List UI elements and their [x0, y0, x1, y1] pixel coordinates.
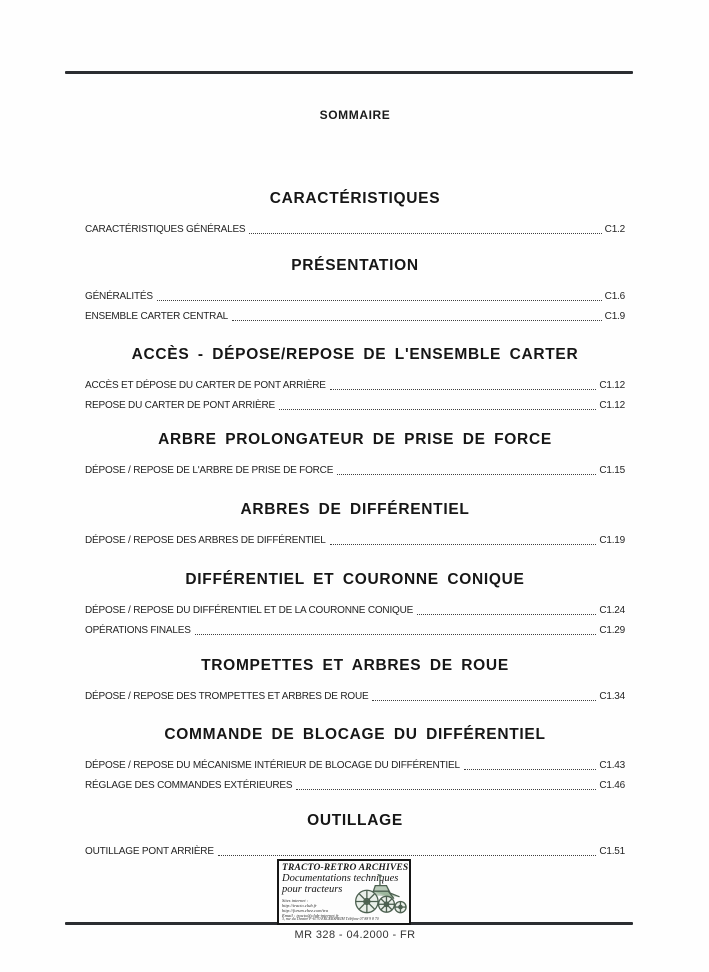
- stamp-small-text: Email : tracto@club-internet.fr: [282, 913, 339, 918]
- toc-entry: [85, 776, 625, 796]
- entry-page-number: C1.9: [604, 310, 625, 322]
- toc-section-commande-blocage: [85, 725, 625, 795]
- top-rule: [65, 71, 633, 74]
- section-heading: ARBRE PROLONGATEUR DE PRISE DE FORCE: [158, 431, 552, 448]
- entry-page-number: C1.12: [599, 399, 625, 411]
- toc-entry: [85, 396, 625, 416]
- entry-page-number: C1.34: [599, 691, 625, 702]
- section-heading: OUTILLAGE: [307, 812, 403, 829]
- toc-entry: [85, 601, 625, 621]
- entry-label: ACCÈS ET DÉPOSE DU CARTER DE PONT ARRIÈRE: [85, 380, 326, 391]
- toc-section-acces-depose-repose: [85, 345, 625, 415]
- entry-page-number: C1.12: [599, 380, 625, 391]
- stamp-small-text: http://forum.chez.com/tra: [282, 908, 328, 913]
- toc-section-arbre-prolongateur: [85, 430, 625, 481]
- document-reference: MR 328 - 04.2000 - FR: [294, 929, 416, 941]
- toc-entry: [85, 621, 625, 641]
- entry-page-number: C1.24: [599, 605, 625, 616]
- toc-entry: [85, 220, 625, 240]
- dot-leader: [464, 756, 596, 770]
- entry-page-number: C1.43: [599, 760, 625, 771]
- toc-section-caracteristiques: [85, 189, 625, 240]
- entry-label: CARACTÉRISTIQUES GÉNÉRALES: [85, 224, 246, 235]
- dot-leader: [417, 601, 596, 615]
- entry-label: OPÉRATIONS FINALES: [85, 624, 191, 636]
- entry-page-number: C1.19: [599, 535, 625, 546]
- dot-leader: [330, 531, 597, 545]
- toc-entry: [85, 287, 625, 307]
- toc-entry: [85, 531, 625, 551]
- stamp-address-line: 3, rue du Theatre F-6770 ERGERSHEIM Téléfone 07 88 9 8 70: [282, 917, 379, 921]
- dot-leader: [372, 687, 596, 701]
- entry-page-number: C1.2: [604, 224, 625, 235]
- dot-leader: [249, 220, 601, 234]
- entry-label: GÉNÉRALITÉS: [85, 291, 153, 302]
- toc-entry: [85, 307, 625, 327]
- section-heading: DIFFÉRENTIEL ET COURONNE CONIQUE: [185, 571, 525, 588]
- toc-section-outillage: [85, 811, 625, 862]
- section-heading: ACCÈS - DÉPOSE/REPOSE DE L'ENSEMBLE CARTER: [131, 346, 579, 363]
- toc-entry: [85, 461, 625, 481]
- dot-leader: [337, 461, 596, 475]
- toc-entry: [85, 376, 625, 396]
- entry-label: ENSEMBLE CARTER CENTRAL: [85, 310, 229, 322]
- toc-section-trompettes: [85, 656, 625, 707]
- entry-page-number: C1.29: [599, 624, 625, 636]
- entry-label: DÉPOSE / REPOSE DES ARBRES DE DIFFÉRENTIEL: [85, 535, 326, 546]
- entry-label: DÉPOSE / REPOSE DE L'ARBRE DE PRISE DE FORCE: [85, 465, 334, 476]
- stamp-subtitle: Documentations techniques: [282, 873, 399, 884]
- section-heading: COMMANDE DE BLOCAGE DU DIFFÉRENTIEL: [164, 726, 546, 743]
- dot-leader: [330, 376, 597, 390]
- dot-leader: [279, 396, 596, 410]
- entry-label: DÉPOSE / REPOSE DU MÉCANISME INTÉRIEUR DE BLOCAGE DU DIFFÉRENTIEL: [85, 760, 460, 771]
- page-title: SOMMAIRE: [319, 108, 391, 122]
- toc-section-differentiel-couronne: [85, 570, 625, 640]
- dot-leader: [296, 776, 596, 790]
- stamp-small-text: Sites internet :: [282, 898, 309, 903]
- dot-leader: [157, 287, 602, 301]
- section-heading: CARACTÉRISTIQUES: [269, 190, 441, 207]
- entry-page-number: C1.6: [604, 291, 625, 302]
- entry-label: OUTILLAGE PONT ARRIÈRE: [85, 846, 214, 857]
- toc-entry: [85, 687, 625, 707]
- toc-section-presentation: [85, 256, 625, 326]
- entry-page-number: C1.46: [599, 779, 625, 791]
- stamp-small-text: http://tracto.club.fr: [282, 903, 317, 908]
- stamp-subtitle-2: pour tracteurs: [282, 884, 343, 895]
- tractor-logo-icon: [351, 872, 407, 916]
- dot-leader: [232, 307, 602, 321]
- toc-entry: [85, 756, 625, 776]
- entry-page-number: C1.51: [599, 846, 625, 857]
- dot-leader: [218, 842, 597, 856]
- toc-section-arbres-differentiel: [85, 500, 625, 551]
- entry-page-number: C1.15: [599, 465, 625, 476]
- stamp-title: TRACTO-RETRO ARCHIVES: [282, 863, 409, 873]
- entry-label: DÉPOSE / REPOSE DU DIFFÉRENTIEL ET DE LA COURONNE CONIQUE: [85, 605, 414, 616]
- entry-label: REPOSE DU CARTER DE PONT ARRIÈRE: [85, 399, 275, 411]
- entry-label: RÉGLAGE DES COMMANDES EXTÉRIEURES: [85, 779, 293, 791]
- tracto-retro-archives-stamp: [277, 859, 411, 925]
- dot-leader: [195, 621, 597, 635]
- section-heading: ARBRES DE DIFFÉRENTIEL: [240, 501, 470, 518]
- section-heading: TROMPETTES ET ARBRES DE ROUE: [201, 657, 509, 674]
- entry-label: DÉPOSE / REPOSE DES TROMPETTES ET ARBRES DE ROUE: [85, 691, 369, 702]
- section-heading: PRÉSENTATION: [291, 257, 419, 274]
